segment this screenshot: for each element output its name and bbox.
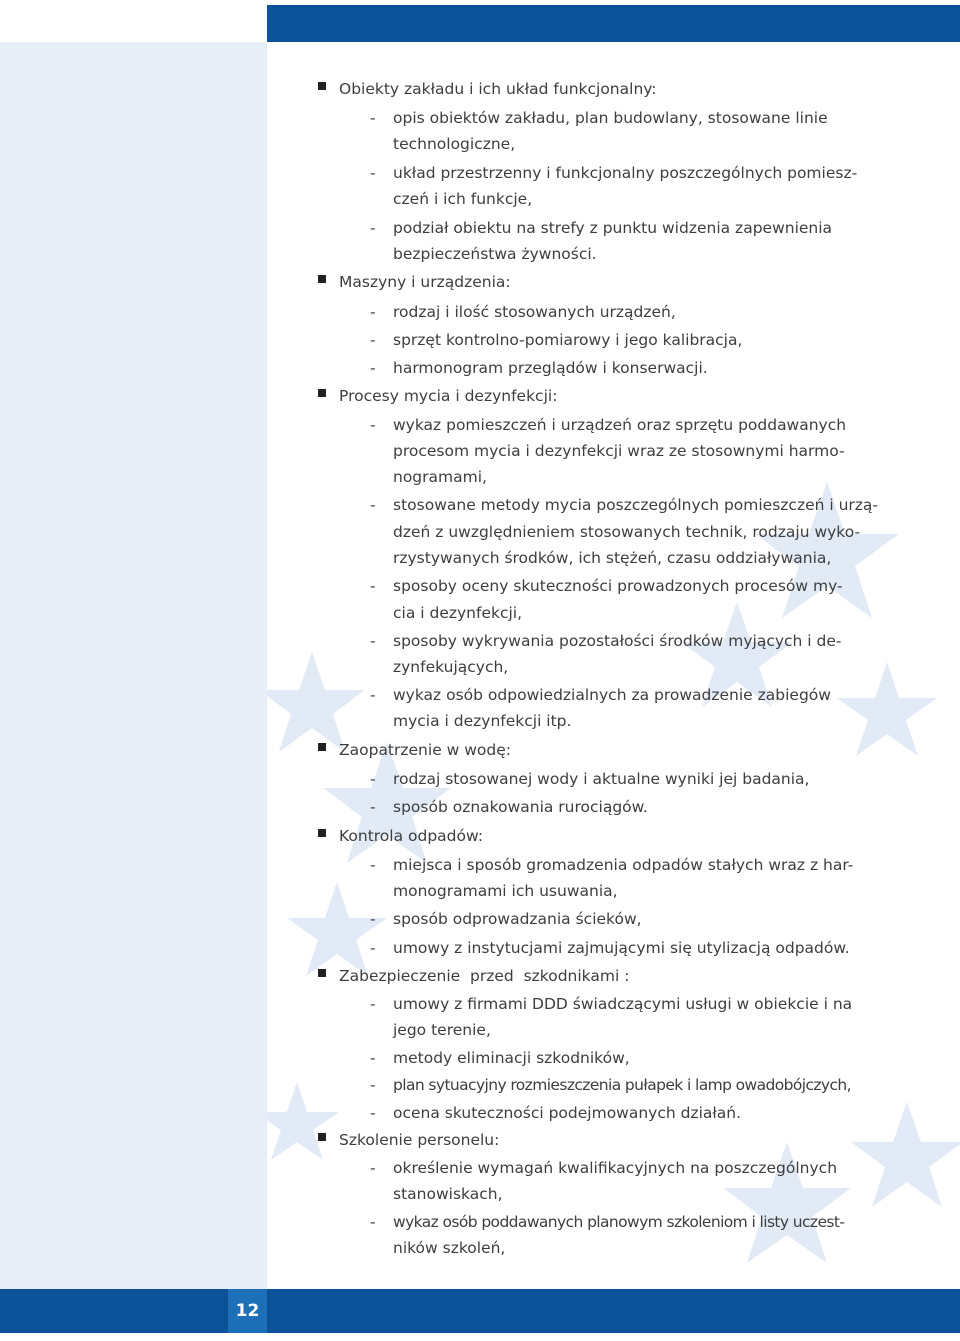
list-item-continuation: dzeń z uwzględnieniem stosowanych technik, rodzaju wyko-: [393, 523, 861, 541]
list-item-continuation: procesom mycia i dezynfekcji wraz ze stosownymi harmo-: [393, 442, 845, 460]
header-bar: [267, 5, 960, 42]
bullet-square-icon: [318, 969, 326, 977]
left-margin-panel: [0, 42, 267, 1289]
bullet-square-icon: [318, 82, 326, 90]
star-shape: [851, 1102, 960, 1207]
page-number-box: [228, 1289, 267, 1333]
star-shape: [267, 652, 365, 752]
bullet-square-icon: [318, 829, 326, 837]
list-item-continuation: mycia i dezynfekcji itp.: [393, 712, 572, 730]
list-item-continuation: bezpieczeństwa żywności.: [393, 245, 597, 263]
star-shape: [267, 1082, 339, 1160]
list-item-continuation: ników szkoleń,: [393, 1239, 506, 1257]
star-shape: [837, 662, 937, 756]
list-item-continuation: rzystywanych środków, ich stężeń, czasu oddziaływania,: [393, 549, 832, 567]
bullet-square-icon: [318, 389, 326, 397]
list-item-continuation: stanowiskach,: [393, 1185, 503, 1203]
list-item-continuation: monogramami ich usuwania,: [393, 882, 618, 900]
footer-bar: [0, 1289, 960, 1333]
bullet-square-icon: [318, 275, 326, 283]
list-item-continuation: technologiczne,: [393, 135, 516, 153]
list-item-continuation: jego terenie,: [393, 1021, 491, 1039]
list-item-continuation: zynfekujących,: [393, 658, 509, 676]
bullet-square-icon: [318, 1133, 326, 1141]
page-number: 12: [235, 1301, 260, 1321]
list-item-continuation: nogramami,: [393, 468, 487, 486]
list-item-continuation: cia i dezynfekcji,: [393, 604, 523, 622]
bullet-square-icon: [318, 743, 326, 751]
list-item-continuation: czeń i ich funkcje,: [393, 190, 533, 208]
